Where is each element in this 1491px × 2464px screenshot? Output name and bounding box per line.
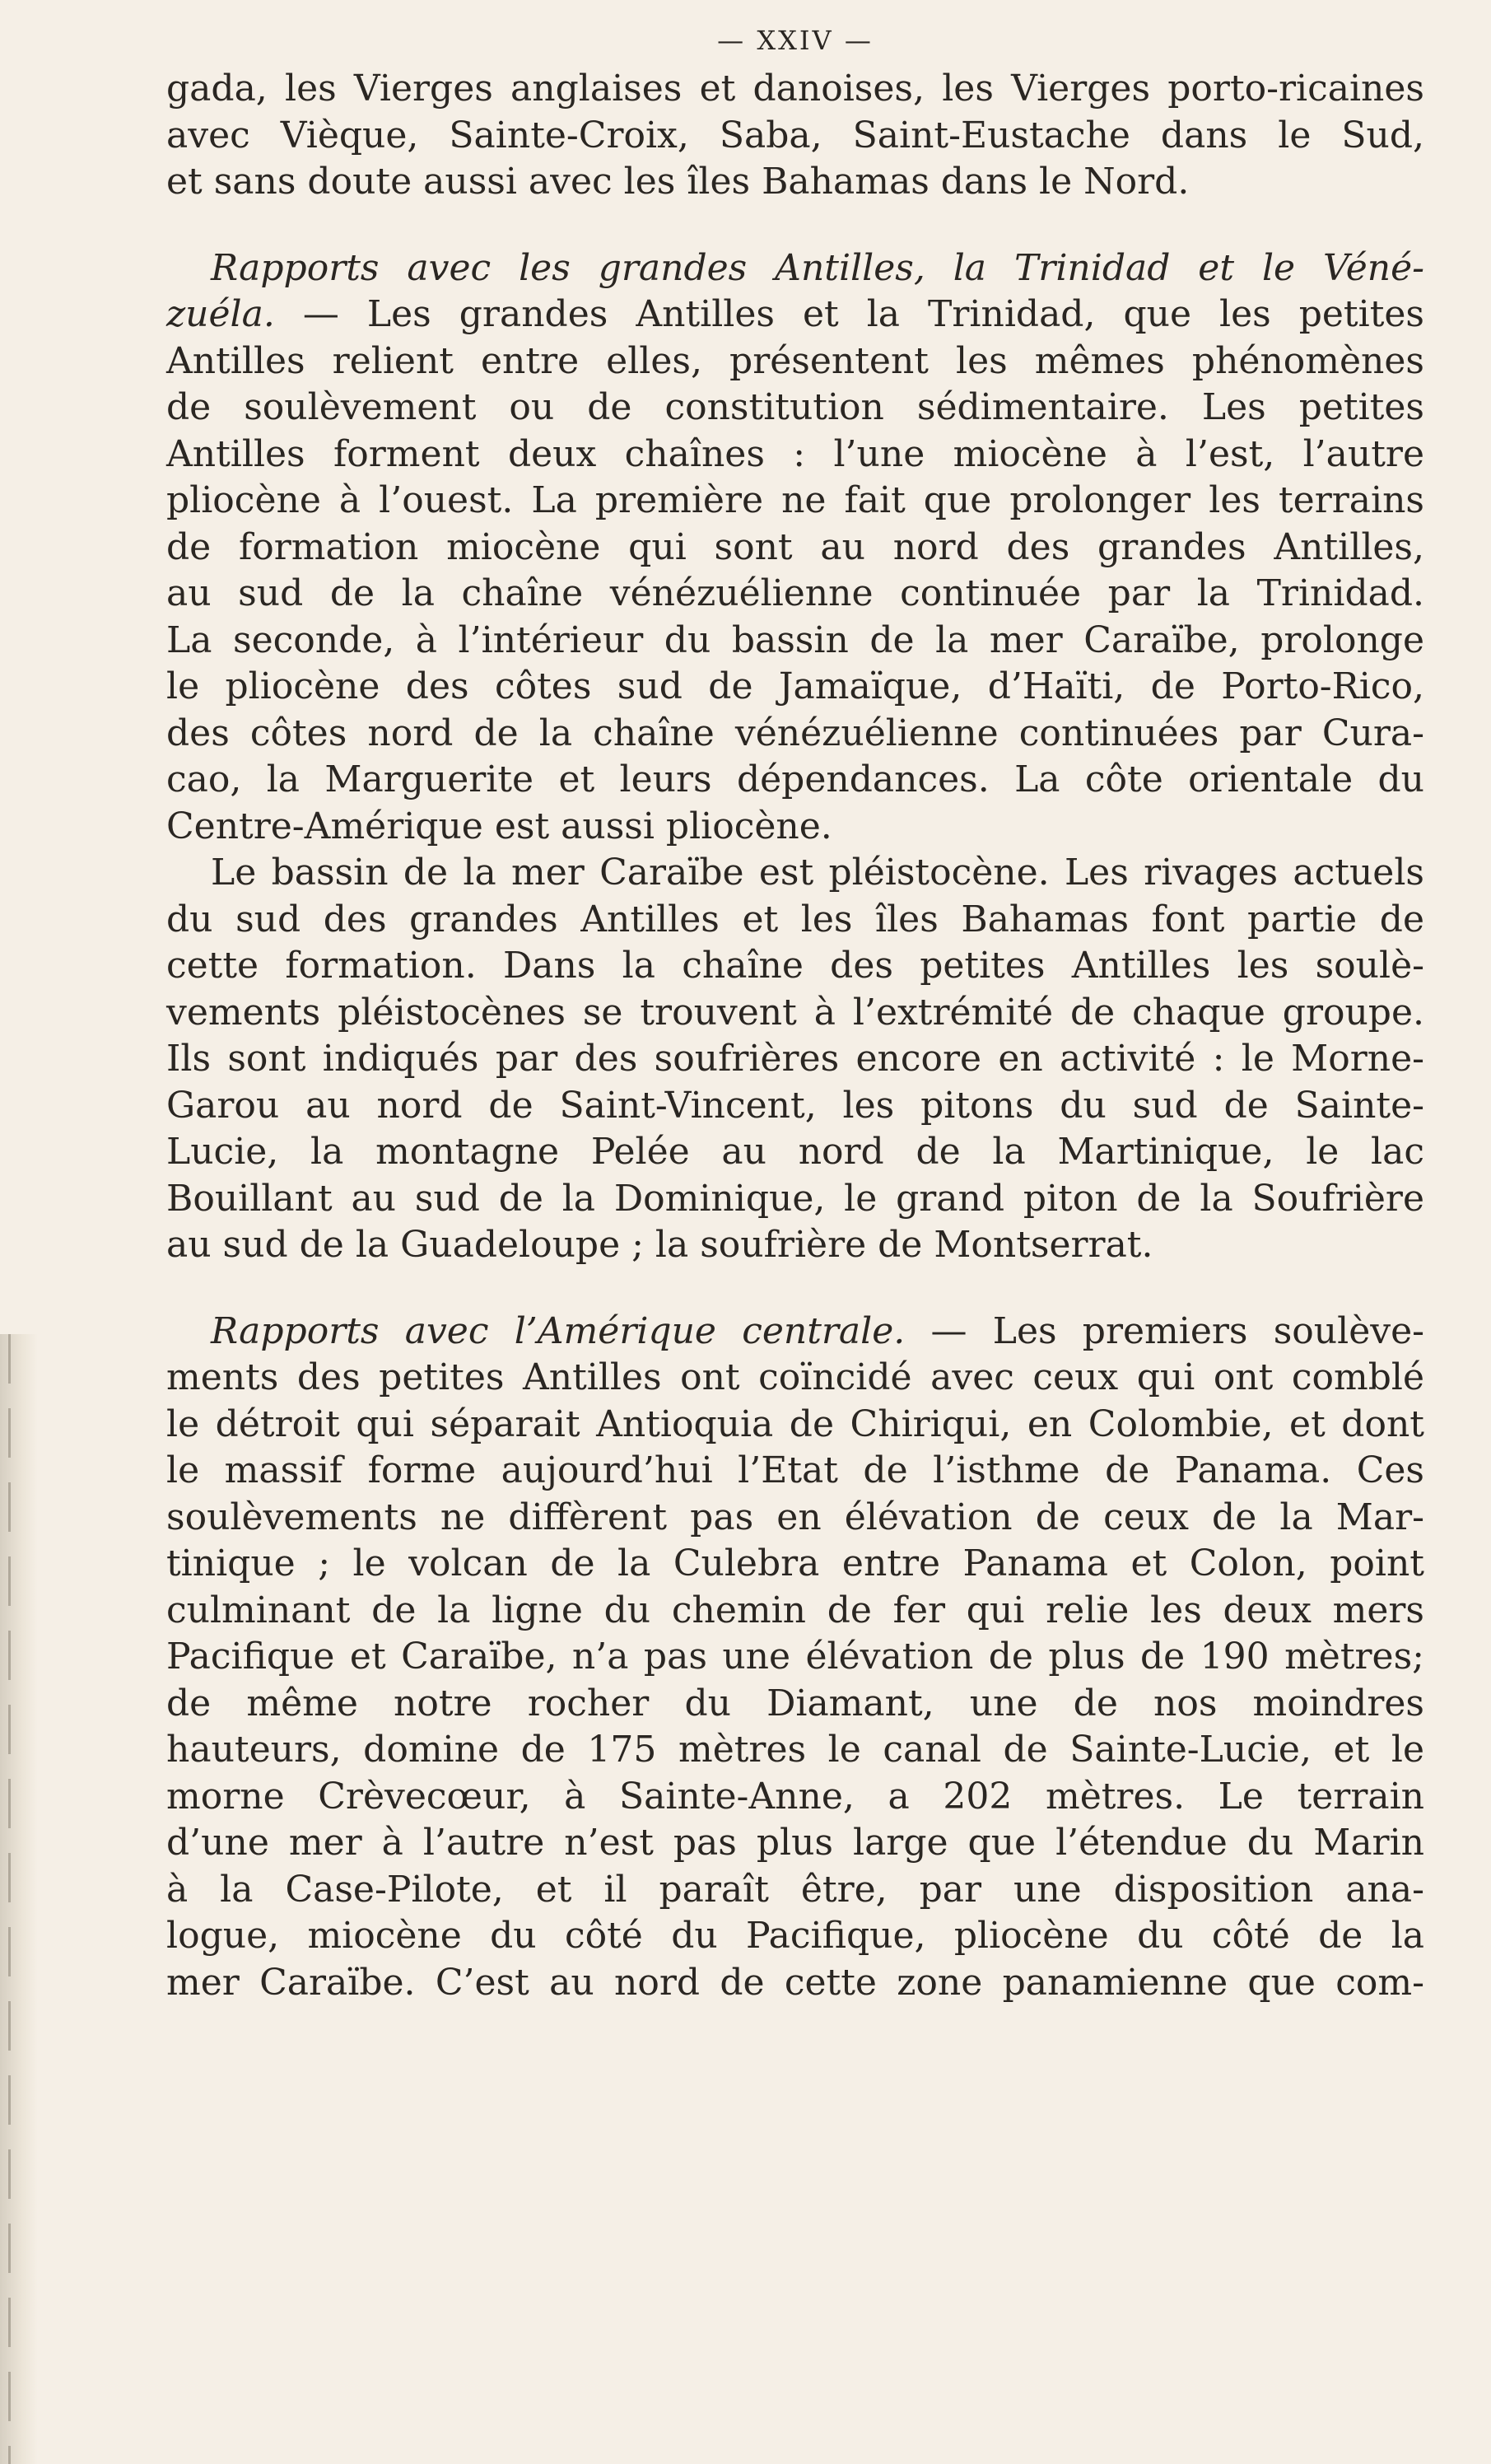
text-line: le massif forme aujourd’hui l’Etat de l’isthme de Panama. Ces <box>166 1449 1424 1491</box>
section-gap <box>166 1269 1424 1309</box>
text-line: culminant de la ligne du chemin de fer qui relie les deux mers <box>166 1589 1424 1631</box>
text-line: le pliocène des côtes sud de Jamaïque, d’Haïti, de Porto-Rico, <box>166 665 1424 707</box>
section-greater-antilles <box>166 245 1424 851</box>
text-line: de formation miocène qui sont au nord des grandes Antilles, <box>166 525 1424 568</box>
text-line: La seconde, à l’intérieur du bassin de la mer Caraïbe, prolonge <box>166 618 1424 661</box>
scan-binding-edge <box>0 1334 38 2464</box>
text-line: de même notre rocher du Diamant, une de nos moindres <box>166 1682 1424 1724</box>
text-line: soulèvements ne diffèrent pas en élévation de ceux de la Mar- <box>166 1496 1424 1538</box>
text-line <box>166 292 1424 338</box>
text-line: des côtes nord de la chaîne vénézuélienne continuées par Cura- <box>166 712 1424 754</box>
text-line: tinique ; le volcan de la Culebra entre Panama et Colon, point <box>166 1542 1424 1584</box>
text-line <box>166 245 1424 292</box>
paragraph-continuation <box>166 66 1424 206</box>
section-gap <box>166 206 1424 245</box>
text-line: à la Case-Pilote, et il paraît être, par une disposition ana- <box>166 1868 1424 1911</box>
text-line: avec Vièque, Sainte-Croix, Saba, Saint-Eustache dans le Sud, <box>166 114 1424 156</box>
text-line: Ils sont indiqués par des soufrières encore en activité : le Morne- <box>166 1038 1424 1080</box>
text-line: Lucie, la montagne Pelée au nord de la Martinique, le lac <box>166 1131 1424 1173</box>
text-line: le détroit qui séparait Antioquia de Chiriqui, en Colombie, et dont <box>166 1402 1424 1445</box>
section-heading: Rapports avec l’Amérique centrale. <box>211 1309 906 1352</box>
text-line: gada, les Vierges anglaises et danoises, les Vierges porto-ricaines <box>166 68 1424 110</box>
text-line: Le bassin de la mer Caraïbe est pléistocène. Les rivages actuels <box>211 852 1424 894</box>
text-line: vements pléistocènes se trouvent à l’extrémité de chaque groupe. <box>166 991 1424 1034</box>
text-line: au sud de la Guadeloupe ; la soufrière de Montserrat. <box>166 1224 1153 1266</box>
text-line: morne Crèvecœur, à Sainte-Anne, a 202 mètres. Le terrain <box>166 1775 1424 1818</box>
book-page <box>166 25 1424 2006</box>
text-line: Bouillant au sud de la Dominique, le grand piton de la Soufrière <box>166 1177 1424 1220</box>
text-line: pliocène à l’ouest. La première ne fait que prolonger les terrains <box>166 479 1424 521</box>
text-line: Antilles relient entre elles, présentent les mêmes phénomènes <box>166 339 1424 382</box>
text-line: mer Caraïbe. C’est au nord de cette zone panamienne que com- <box>166 1961 1424 2004</box>
paragraph-caribbean-basin <box>166 850 1424 1269</box>
section-heading-cont: zuéla. <box>166 293 275 335</box>
text-line: Antilles forment deux chaînes : l’une miocène à l’est, l’autre <box>166 432 1424 475</box>
page-number: — XXIV — <box>717 25 874 56</box>
text-line: Centre-Amérique est aussi pliocène. <box>166 805 832 847</box>
text-line: et sans doute aussi avec les îles Bahamas dans le Nord. <box>166 161 1190 203</box>
text-segment: — Les premiers soulève- <box>930 1309 1424 1352</box>
text-line: au sud de la chaîne vénézuélienne continuée par la Trinidad. <box>166 572 1424 614</box>
text-line: logue, miocène du côté du Pacifique, pliocène du côté de la <box>166 1915 1424 1957</box>
section-heading: Rapports avec les grandes Antilles, la Trinidad et le Véné- <box>211 246 1424 289</box>
text-segment: — Les grandes Antilles et la Trinidad, que les petites <box>302 293 1424 335</box>
text-line <box>166 1309 1424 1356</box>
text-line: cao, la Marguerite et leurs dépendances. La côte orientale du <box>166 758 1424 800</box>
text-line: de soulèvement ou de constitution sédimentaire. Les petites <box>166 386 1424 428</box>
text-line: cette formation. Dans la chaîne des petites Antilles les soulè- <box>166 945 1424 987</box>
text-line: d’une mer à l’autre n’est pas plus large que l’étendue du Marin <box>166 1822 1424 1864</box>
text-line: Garou au nord de Saint-Vincent, les pitons du sud de Sainte- <box>166 1084 1424 1127</box>
text-line: Pacifique et Caraïbe, n’a pas une élévation de plus de 190 mètres; <box>166 1636 1424 1678</box>
text-line: ments des petites Antilles ont coïncidé avec ceux qui ont comblé <box>166 1356 1424 1398</box>
text-line: du sud des grandes Antilles et les îles Bahamas font partie de <box>166 898 1424 940</box>
text-line: hauteurs, domine de 175 mètres le canal de Sainte-Lucie, et le <box>166 1729 1424 1771</box>
section-central-america <box>166 1309 1424 2007</box>
